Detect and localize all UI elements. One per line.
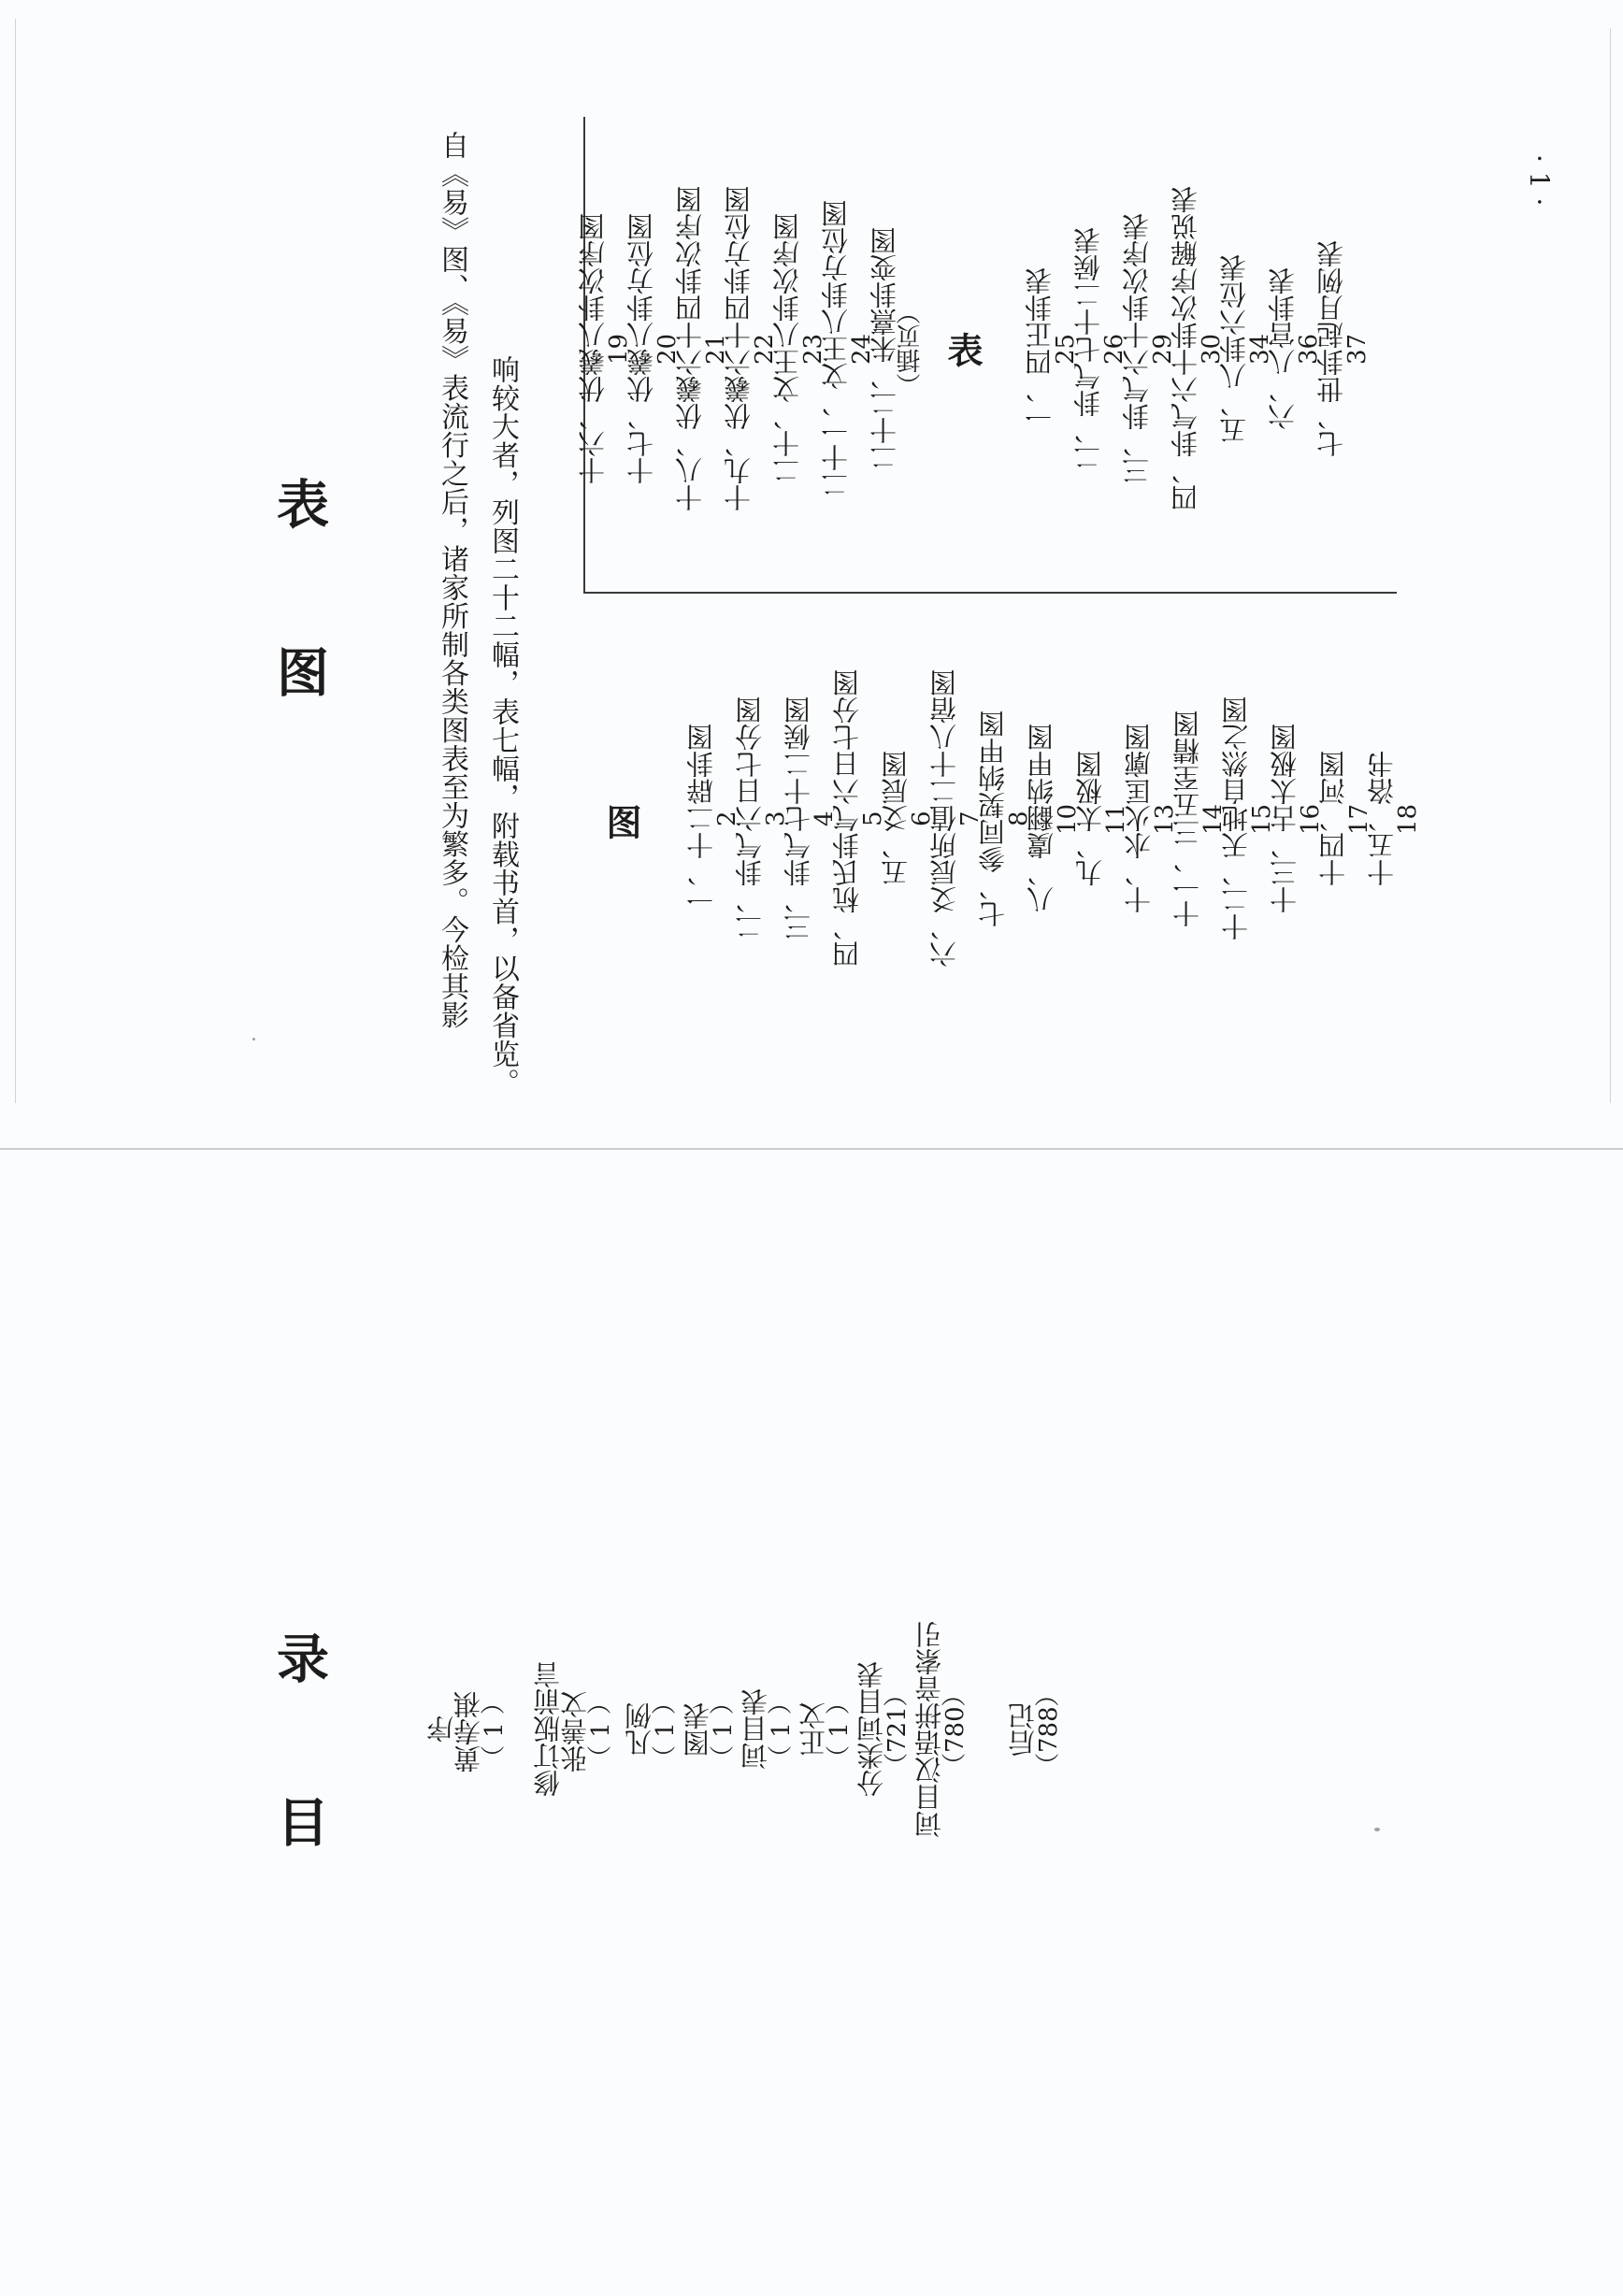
figure-entry-page: 22 (751, 333, 779, 366)
table-entry-page: 36 (1295, 333, 1323, 366)
table-entry-page: 25 (1052, 333, 1080, 366)
table-entry-page: 30 (1198, 333, 1226, 366)
figure-entry-label: 二十一、文王八卦方位图 (820, 200, 852, 498)
toc-entry (855, 1262, 912, 2197)
figure-entry (1220, 598, 1276, 1040)
figure-entry-label: 九、太极图 (1074, 751, 1106, 887)
table-entry (1315, 123, 1372, 575)
table-entry-label: 一、四正卦表 (1024, 267, 1056, 431)
figure-entry-label: 十五、洛书 (1366, 751, 1398, 887)
figure-entry-page: 20 (654, 333, 682, 366)
figure-entry-page: 10 (1054, 803, 1082, 835)
figure-entry (928, 598, 984, 1040)
figure-entry-label: 十四、河图 (1317, 751, 1349, 887)
figure-entry-label: 五、爻辰图 (880, 751, 912, 887)
figure-entry-page: 15 (1248, 803, 1276, 835)
column-divider-rule (583, 592, 1397, 594)
figure-entry-label: 十七、伏羲八卦方位图 (625, 213, 657, 485)
figure-entry-page: （插页） (897, 300, 925, 398)
table-entry-label: 二、卦气七十二候表 (1072, 227, 1104, 471)
figure-entry-page: 6 (908, 811, 936, 827)
figure-entry (685, 598, 741, 1040)
figure-entry (783, 598, 839, 1040)
table-entry-page: 26 (1100, 333, 1128, 366)
figure-entry-label: 四、杭氏卦气六日七分图 (831, 669, 863, 969)
toc-title-char-1: 目 (268, 1795, 330, 1847)
toc-entry-page: （ 1 ） (587, 1689, 615, 1770)
table-entry (1072, 123, 1128, 575)
toc-entry-label: 分类词目表 (855, 1661, 887, 1798)
figure-entry (880, 598, 936, 1040)
figure-entry (1026, 598, 1082, 1040)
toc-entry (682, 1262, 738, 2197)
figure-entry-label: 六、爻辰所值二十八宿图 (928, 669, 960, 969)
toc-entry-page: （ 1 ） (481, 1689, 509, 1770)
scan-speck (252, 1038, 255, 1040)
toc-entry-label: 图表 (682, 1702, 713, 1757)
toc-entry-page: （ 1 ） (652, 1689, 680, 1770)
toc-title-char-2: 录 (268, 1631, 330, 1684)
figure-entry-label: 十八、伏羲六十四卦次序图 (674, 186, 706, 512)
figure-entry (1074, 598, 1130, 1040)
scan-speck (1374, 1828, 1380, 1831)
figure-entry-label: 二十、文王八卦次序图 (771, 213, 803, 485)
table-entry (1218, 123, 1274, 575)
figure-entry-label: 十六、伏羲八卦次序图 (577, 213, 609, 485)
toc-entry-label: 词目表 (740, 1688, 771, 1771)
figure-entry-page: 2 (713, 811, 741, 827)
figure-entry-page: 3 (762, 811, 790, 827)
charts-title-char-1: 图 (268, 645, 330, 697)
figure-entry-label: 十三、古太极图 (1269, 724, 1300, 914)
figure-entry-label: 一、十二辟卦图 (685, 724, 717, 914)
table-entry (1170, 123, 1226, 575)
figure-entry-page: 19 (605, 333, 633, 366)
table-entry-page: 34 (1246, 333, 1274, 366)
figure-entry (1269, 598, 1325, 1040)
figure-entry (831, 598, 887, 1040)
figure-entry-label: 十、水火匡廓图 (1123, 724, 1155, 914)
toc-entry-label: 正文 (797, 1702, 829, 1757)
table-entry-label: 七、世卦起月例表 (1315, 240, 1347, 458)
figure-entry-label: 十九、伏羲六十四卦方位图 (723, 186, 754, 512)
toc-entry (1007, 1262, 1063, 2197)
figure-entry-page: 11 (1102, 803, 1130, 835)
toc-entry-label: 凡例 (624, 1702, 655, 1757)
table-entry-page: 29 (1149, 333, 1177, 366)
page-fold (0, 1148, 1623, 1150)
toc-entry-label: 后记 (1007, 1702, 1039, 1757)
page-number: · 1 · (1524, 154, 1555, 207)
figure-entry-page: 13 (1151, 803, 1179, 835)
figure-entry-label: 三、卦气七十二候图 (783, 696, 814, 941)
figure-entry (977, 598, 1033, 1040)
figure-entry (734, 598, 790, 1040)
toc-entry-page: （ 1 ） (710, 1689, 738, 1770)
toc-entry (797, 1262, 854, 2197)
table-entry-label: 三、卦气六十卦次序表 (1121, 213, 1153, 485)
table-entry-label: 五、八卦六位表 (1218, 254, 1250, 444)
tables-heading: 表 (941, 332, 984, 368)
toc-entry-page: （721） (883, 1682, 912, 1777)
toc-entry (425, 1262, 509, 2197)
table-entry (1024, 123, 1080, 575)
table-entry-label: 六、八宫卦表 (1267, 267, 1299, 431)
figure-entry (820, 123, 876, 575)
table-entry-label: 四、卦气六十卦次序解说表 (1170, 186, 1201, 512)
figure-entry (723, 123, 779, 575)
figure-entry-label: 十二、天地自然之图 (1220, 696, 1252, 941)
toc-entry (913, 1262, 969, 2197)
figure-entry-page: 4 (811, 811, 839, 827)
figure-entry-label: 二、卦气六日七分图 (734, 696, 766, 941)
figures-heading: 图 (600, 804, 642, 840)
figure-entry (1171, 598, 1228, 1040)
figure-entry-label: 十一、三五至精图 (1171, 710, 1203, 927)
scan-edge (1610, 28, 1611, 1103)
toc-entry-page: （788） (1035, 1682, 1063, 1777)
figure-entry (1366, 598, 1422, 1040)
figure-entry (674, 123, 730, 575)
figure-entry-label: 七、参同契纳甲图 (977, 710, 1009, 927)
figure-entry (1123, 598, 1179, 1040)
toc-entry-label: 修订版前言 (532, 1661, 564, 1798)
charts-intro-line-2: 响较大者，列图二十二幅，表七幅，附载书首，以备省览。 (486, 355, 519, 1097)
scan-edge (15, 19, 16, 1103)
toc-entry-page: （ 1 ） (768, 1689, 796, 1770)
figure-entry-page: 17 (1345, 803, 1373, 835)
figure-entry-page: 18 (1394, 803, 1422, 835)
figure-entry (625, 123, 682, 575)
charts-title-char-2: 表 (268, 477, 330, 529)
figure-entry-page: 5 (859, 811, 887, 827)
toc-entry (532, 1262, 615, 2197)
table-entry-page: 37 (1343, 333, 1372, 366)
figure-entry (771, 123, 827, 575)
figure-entry-page: 7 (956, 811, 984, 827)
figure-entry-page: 8 (1005, 811, 1033, 827)
figure-entry-label: 二十二、朱熹卦变图 (869, 227, 900, 471)
figure-entry-page: 14 (1199, 803, 1228, 835)
figure-entry (1317, 598, 1373, 1040)
figure-entry (869, 123, 925, 575)
figure-entry-page: 24 (848, 333, 876, 366)
toc-entry-author: 张善文 (559, 1691, 591, 1773)
toc-entry (624, 1262, 680, 2197)
charts-intro-line-1: 自《易》图、《易》表流行之后，诸家所制各类图表至为繁多。今检其影 (436, 131, 468, 1029)
table-entry (1121, 123, 1177, 575)
figure-entry-page: 16 (1297, 803, 1325, 835)
figure-entry (577, 123, 633, 575)
figure-entry-label: 八、虞翻纳甲图 (1026, 724, 1057, 914)
toc-entry-label: 词目汉语拼音索引 (913, 1621, 945, 1838)
figure-entry-page: 23 (799, 333, 827, 366)
toc-entry-page: （ 1 ） (826, 1689, 854, 1770)
toc-entry (740, 1262, 796, 2197)
toc-entry-page: （780） (941, 1682, 969, 1777)
toc-entry-author: 黄寿祺 (452, 1691, 484, 1773)
table-entry (1267, 123, 1323, 575)
figure-entry-page: 21 (702, 333, 730, 366)
toc-entry-label: 序 (425, 1715, 457, 1744)
